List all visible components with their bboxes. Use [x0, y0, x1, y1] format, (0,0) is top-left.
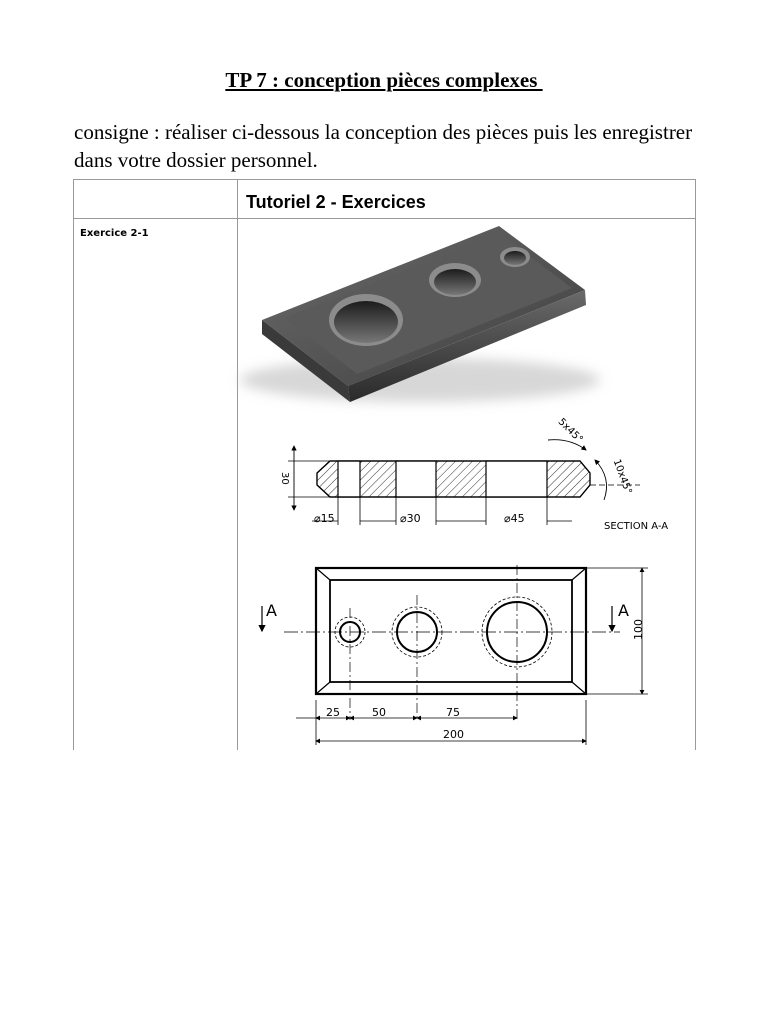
- chamfer-side-label: 10x45°: [610, 457, 634, 496]
- section-label: SECTION A-A: [604, 521, 669, 532]
- thickness-label: 30: [279, 472, 290, 485]
- corner-bl: [316, 682, 330, 694]
- corner-tl: [316, 568, 330, 580]
- section-view: [288, 440, 640, 525]
- dim-200-label: 200: [443, 728, 464, 741]
- dim-100-label: 100: [632, 619, 645, 640]
- section-hole-large: [486, 461, 547, 497]
- dim-50-label: 50: [372, 706, 386, 719]
- exercise-label: Exercice 2-1: [80, 228, 149, 239]
- document-title: TP 7 : conception pièces complexes: [225, 68, 543, 92]
- instructions-text: consigne : réaliser ci-dessous la conception des pièces puis les enregistrer dans votre dossier personnel.: [74, 120, 693, 172]
- hole-small-label: ⌀15: [314, 512, 335, 525]
- top-view-outer: [316, 568, 586, 694]
- dim-25-label: 25: [326, 706, 340, 719]
- chamfer-top-label: 5x45°: [555, 416, 585, 446]
- section-hole-small: [338, 461, 360, 497]
- section-marker-right: A: [618, 601, 629, 620]
- corner-br: [572, 682, 586, 694]
- dim-75-label: 75: [446, 706, 460, 719]
- isometric-part-view: [240, 226, 600, 402]
- hole-large-label: ⌀45: [504, 512, 525, 525]
- part-hole-small: [504, 251, 526, 265]
- corner-tr: [572, 568, 586, 580]
- part-hole-large: [334, 301, 398, 343]
- hole-medium-label: ⌀30: [400, 512, 421, 525]
- top-view-inner: [330, 580, 572, 682]
- part-hole-medium: [434, 269, 476, 295]
- table-header-title: Tutoriel 2 - Exercices: [246, 192, 426, 212]
- chamfer-side-arc: [595, 460, 607, 500]
- section-marker-left: A: [266, 601, 277, 620]
- section-hole-medium: [396, 461, 436, 497]
